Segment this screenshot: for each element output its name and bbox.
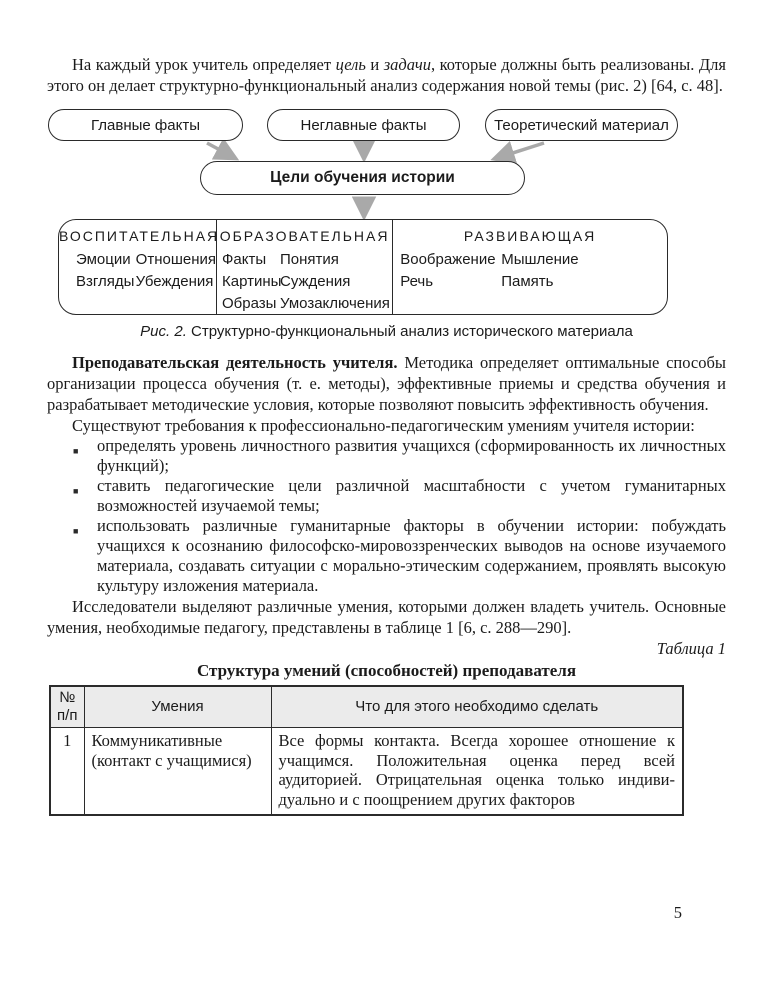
figure-list-item: Память	[501, 273, 554, 290]
list-item	[47, 516, 726, 596]
diagram-box-goals: Цели обучения истории	[200, 161, 525, 195]
figure-list-item: Воображение	[400, 251, 496, 268]
square-bullet-icon: ■	[73, 446, 79, 456]
arrow-down-icon	[497, 143, 544, 158]
table-row	[50, 728, 683, 816]
figure-list-item: Убеждения	[135, 273, 214, 290]
cell-skill: Коммуникативные (контакт с учащимися)	[84, 728, 271, 816]
figure-caption-label: Рис. 2.	[140, 323, 187, 340]
text-column	[47, 0, 726, 816]
table-header-row	[50, 686, 683, 728]
section-header: РАЗВИВАЮЩАЯ	[463, 228, 597, 244]
figure-list-item: Отношения	[135, 251, 216, 268]
figure-list-item: Факты	[222, 251, 267, 268]
figure-list-item: Понятия	[280, 251, 339, 268]
square-bullet-icon: ■	[73, 526, 79, 536]
paragraph-text: Методика определяет оптимальные способы организации процесса обучения (т. е. методы), эффективные приемы и средства обучения и разрабатывает методические условия, которые позволяют повысить эффективность обучения.	[47, 353, 726, 414]
figure-caption	[47, 323, 726, 340]
requirements-list	[47, 436, 726, 596]
diagram-goals-breakdown	[58, 219, 668, 315]
list-item	[47, 476, 726, 516]
page-number: 5	[673, 903, 682, 922]
column-header-skill: Умения	[84, 686, 271, 728]
header-text: п/п	[57, 707, 78, 724]
list-item	[47, 436, 726, 476]
cell-action: Все формы контакта. Всегда хорошее отношение к учащимся. Положительная оценка перед всей аудиторией. Отрицательная оценка только индивидуально и с поощрением других факторов	[271, 728, 683, 816]
figure-list-item: Картины	[222, 273, 282, 290]
italic-term: задачи	[383, 55, 431, 74]
figure-list-item: Суждения	[280, 273, 351, 290]
figure-structural-analysis	[47, 109, 726, 339]
figure-caption-text: Структурно-функциональный анализ исторического материала	[186, 323, 633, 340]
header-text: №	[59, 689, 76, 706]
diagram-box-minor-facts: Неглавные факты	[267, 109, 460, 141]
section-header: ОБРАЗОВАТЕЛЬНАЯ	[219, 228, 390, 244]
paragraph-text: и	[365, 55, 384, 74]
figure-list-item: Речь	[400, 273, 434, 290]
skills-table	[49, 685, 684, 816]
paragraph-text: На каждый урок учитель определяет	[72, 55, 336, 74]
list-item-text: определять уровень личностного развития учащихся (сформированность их личностных функций);	[97, 436, 726, 475]
list-item-text: использовать различные гуманитарные факторы в обучении истории: побуждать учащихся к осознанию философско-мировоззренческих выводов на основе изучаемого материала, создавать ситуации с морально-этическим содержанием, проявлять высокую культуру изложения материала.	[97, 516, 726, 595]
column-header-number	[50, 686, 84, 728]
table-label: Таблица 1	[656, 639, 726, 658]
figure-section-obrazovatelnaya	[216, 220, 392, 314]
figure-list-item: Взгляды	[76, 273, 135, 290]
paragraph-intro	[47, 54, 726, 96]
square-bullet-icon: ■	[73, 486, 79, 496]
figure-section-razvivayushchaya	[392, 220, 667, 314]
cell-number: 1	[50, 728, 84, 816]
figure-section-vospitatelnaya	[59, 220, 220, 314]
figure-list-item: Мышление	[501, 251, 579, 268]
italic-term: цель	[335, 55, 366, 74]
figure-list-item: Эмоции	[76, 251, 131, 268]
paragraph-text: , которые должны быть реализованы. Для этого он делает структурно-функциональный анализ содержания новой темы (рис. 2) [64, с. 48].	[47, 55, 726, 95]
list-item-text: ставить педагогические цели различной масштабности с учетом гуманитарных возможностей изучаемой темы;	[97, 476, 726, 515]
paragraph-requirements: Существуют требования к профессионально-педагогическим умениям учителя истории:	[72, 416, 695, 435]
bold-lead: Преподавательская деятельность учителя.	[72, 353, 398, 372]
paragraph-researchers: Исследователи выделяют различные умения, которыми должен владеть учитель. Основные умения, необходимые педагогу, представлены в таблице 1 [6, с. 288—290].	[47, 597, 726, 637]
paragraph-teaching-activity	[47, 352, 726, 415]
diagram-box-theory: Теоретический материал	[485, 109, 678, 141]
arrow-down-icon	[207, 143, 233, 157]
table-title: Структура умений (способностей) преподавателя	[196, 661, 577, 680]
column-header-action: Что для этого необходимо сделать	[271, 686, 683, 728]
figure-list-item: Умозаключения	[280, 295, 390, 312]
section-header: ВОСПИТАТЕЛЬНАЯ	[59, 228, 220, 244]
diagram-box-main-facts: Главные факты	[48, 109, 243, 141]
figure-list-item: Образы	[222, 295, 277, 312]
